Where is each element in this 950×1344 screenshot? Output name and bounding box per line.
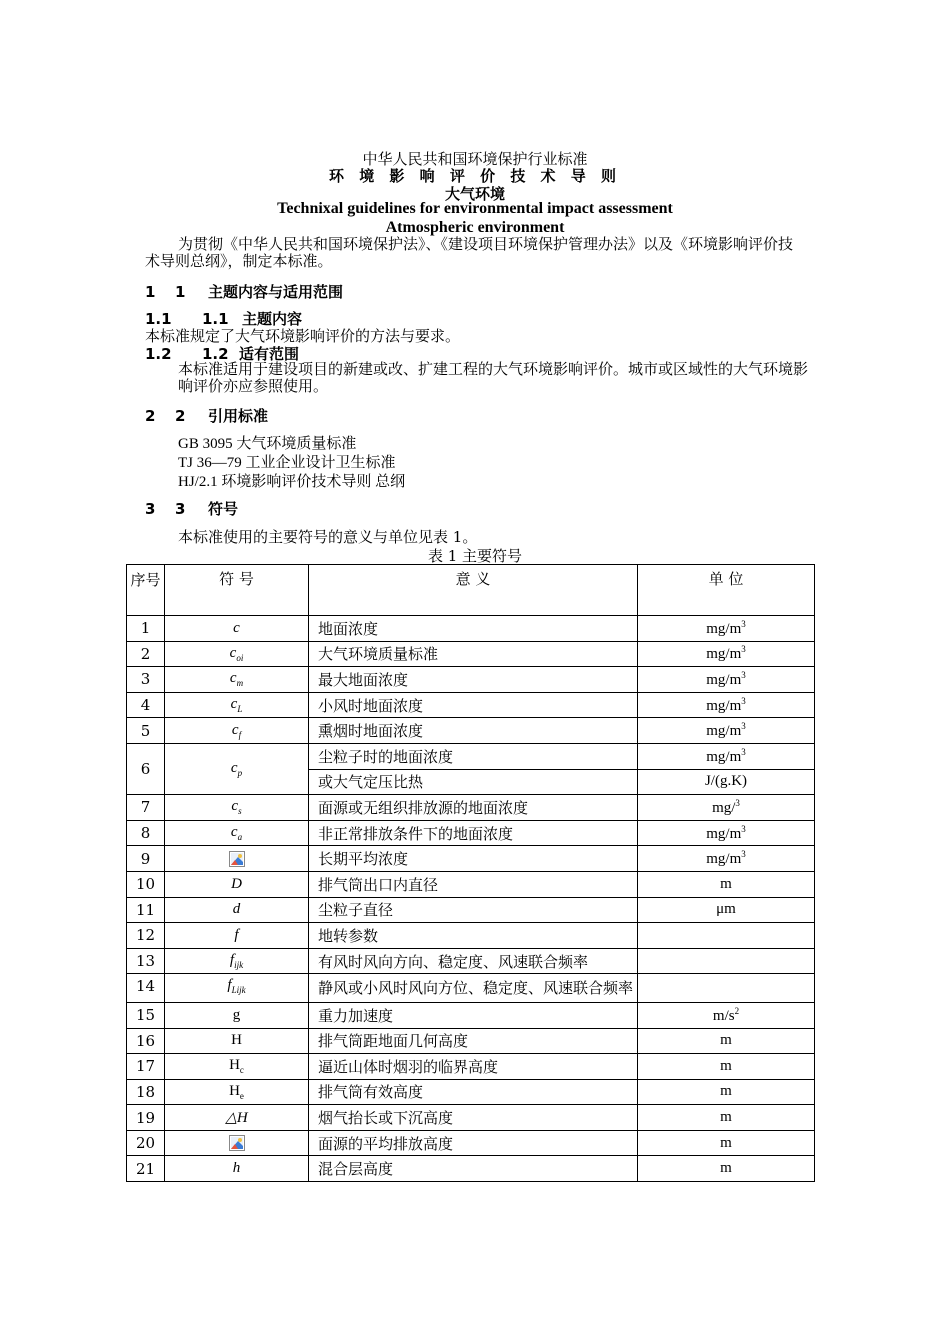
meaning-cell: 最大地面浓度 (309, 667, 638, 693)
english-subtitle: Atmospheric environment (385, 219, 565, 236)
symbol-text: c (229, 644, 237, 661)
symbol-subscript: m (236, 678, 244, 689)
section-number: 1 (175, 283, 186, 301)
unit-text: mg/m (706, 646, 742, 663)
symbol-subscript: p (237, 768, 243, 779)
row-number: 14 (127, 974, 165, 1003)
unit-superscript: 3 (741, 695, 746, 706)
table-row (127, 974, 815, 1003)
row-number: 9 (127, 846, 165, 872)
table-row (127, 871, 815, 897)
meaning-cell: 长期平均浓度 (309, 846, 638, 872)
section-number: 3 (145, 500, 156, 518)
symbol-text: c (233, 619, 240, 636)
unit-superscript: 3 (741, 669, 746, 680)
symbol-text: h (232, 1160, 241, 1177)
symbol-text: c (229, 670, 237, 687)
document-subtitle: 大气环境 (444, 185, 505, 203)
unit-cell (638, 1105, 815, 1131)
meaning-cell: 尘粒子直径 (309, 897, 638, 923)
unit-text: μm (716, 901, 736, 918)
unit-text: mg/ (712, 799, 736, 816)
document-title: 环 境 影 响 评 价 技 术 导 则 (328, 167, 621, 185)
unit-text: mg/m (706, 697, 742, 714)
header-unit (638, 565, 815, 616)
row-number: 18 (127, 1079, 165, 1105)
symbol-text: f (227, 977, 232, 994)
table-row (127, 1105, 815, 1131)
unit-text: m (720, 1134, 732, 1151)
symbol-cell (165, 795, 309, 821)
row-number: 13 (127, 948, 165, 974)
unit-cell (638, 1079, 815, 1105)
symbol-cell (165, 974, 309, 1003)
row-number: 1 (127, 616, 165, 642)
symbol-subscript: ijk (234, 960, 244, 971)
header-text: 意 义 (455, 570, 491, 588)
row-number: 12 (127, 923, 165, 949)
reference-item: TJ 36—79 工业企业设计卫生标准 (178, 455, 396, 471)
symbol-cell (165, 1002, 309, 1028)
meaning-cell: 排气筒出口内直径 (309, 871, 638, 897)
meaning-cell: 小风时地面浓度 (309, 692, 638, 718)
table-row (127, 897, 815, 923)
symbol-text: △H (225, 1110, 248, 1127)
table-row (127, 641, 815, 667)
unit-text: m (720, 1160, 732, 1177)
symbol-cell (165, 743, 309, 794)
symbol-cell (165, 692, 309, 718)
symbol-text: f (234, 926, 239, 943)
row-number: 21 (127, 1156, 165, 1182)
meaning-cell: 静风或小风时风向方位、稳定度、风速联合频率 (309, 974, 638, 1003)
table-row (127, 846, 815, 872)
unit-superscript: 3 (741, 746, 746, 757)
broken-image-icon (229, 850, 245, 866)
unit-text: m (720, 1057, 732, 1074)
row-number: 16 (127, 1028, 165, 1054)
symbol-text: H (229, 1082, 240, 1099)
unit-text: mg/m (706, 851, 742, 868)
reference-item: GB 3095 大气环境质量标准 (178, 436, 357, 452)
unit-cell (638, 1002, 815, 1028)
meaning-cell: 尘粒子时的地面浓度 (309, 743, 638, 769)
symbol-subscript: a (237, 832, 243, 843)
unit-cell (638, 948, 815, 974)
section-number: 1 (145, 283, 156, 301)
symbol-cell (165, 820, 309, 846)
meaning-cell: 排气筒有效高度 (309, 1079, 638, 1105)
table-header-row (127, 565, 815, 616)
symbol-text: D (231, 875, 242, 892)
unit-cell (638, 1130, 815, 1156)
row-number: 3 (127, 667, 165, 693)
unit-cell: J/(g.K) (638, 769, 815, 795)
row-number: 2 (127, 641, 165, 667)
unit-cell (638, 692, 815, 718)
section-number: 3 (175, 500, 186, 518)
symbol-cell (165, 1028, 309, 1054)
section-number: 1.2 (202, 345, 229, 363)
unit-text: m (720, 1083, 732, 1100)
symbol-cell (165, 871, 309, 897)
row-number: 10 (127, 871, 165, 897)
unit-cell (638, 923, 815, 949)
row-number: 15 (127, 1002, 165, 1028)
row-number: 4 (127, 692, 165, 718)
symbol-text: c (230, 824, 238, 841)
unit-text: mg/m (706, 723, 742, 740)
symbol-cell (165, 641, 309, 667)
row-number: 7 (127, 795, 165, 821)
table-row (127, 1028, 815, 1054)
section-number: 1.2 (145, 345, 172, 363)
section-2-heading (145, 405, 268, 426)
symbol-cell (165, 616, 309, 642)
unit-superscript: 3 (741, 618, 746, 629)
section-3-text: 本标准使用的主要符号的意义与单位见表 1。 (178, 528, 478, 546)
symbol-subscript: f (238, 729, 242, 740)
unit-text: m (720, 1032, 732, 1049)
section-number: 1.1 (202, 310, 229, 328)
unit-superscript: 3 (741, 823, 746, 834)
intro-paragraph: 为贯彻《中华人民共和国环境保护法》、《建设项目环境保护管理办法》以及《环境影响评价技术导则总纲》，制定本标准。 (145, 235, 794, 270)
unit-superscript: 2 (734, 1005, 740, 1016)
symbol-cell (165, 1130, 309, 1156)
table-row (127, 1054, 815, 1080)
section-number: 1.1 (145, 310, 172, 328)
header-text: 符 号 (219, 570, 254, 588)
section-1-heading (145, 281, 343, 302)
unit-cell (638, 795, 815, 821)
symbol-cell (165, 1054, 309, 1080)
meaning-cell: 烟气抬长或下沉高度 (309, 1105, 638, 1131)
symbol-text: c (231, 721, 239, 738)
section-title: 主题内容 (242, 310, 303, 328)
unit-cell (638, 820, 815, 846)
unit-text: mg/m (706, 620, 742, 637)
unit-cell (638, 718, 815, 744)
symbol-subscript: oi (236, 652, 244, 663)
table-row (127, 948, 815, 974)
meaning-cell: 面源的平均排放高度 (309, 1130, 638, 1156)
unit-superscript: 3 (741, 644, 746, 655)
unit-superscript: 3 (741, 721, 746, 732)
row-number: 11 (127, 897, 165, 923)
section-title: 主题内容与适用范围 (208, 283, 344, 301)
symbol-subscript: Lijk (231, 985, 246, 996)
broken-image-icon (229, 1135, 245, 1151)
table-body (127, 616, 815, 1182)
symbol-subscript: s (238, 806, 242, 817)
unit-text: mg/m (706, 671, 742, 688)
meaning-cell: 面源或无组织排放源的地面浓度 (309, 795, 638, 821)
unit-cell (638, 846, 815, 872)
row-number: 17 (127, 1054, 165, 1080)
meaning-cell: 或大气定压比热 (309, 769, 638, 795)
meaning-cell: 熏烟时地面浓度 (309, 718, 638, 744)
row-number: 20 (127, 1130, 165, 1156)
table-row (127, 923, 815, 949)
header-no (127, 565, 165, 616)
symbol-cell (165, 897, 309, 923)
symbol-cell (165, 1156, 309, 1182)
symbol-text: c (230, 696, 238, 713)
section-title: 符号 (208, 500, 239, 518)
meaning-cell: 地转参数 (309, 923, 638, 949)
section-3-heading (145, 498, 238, 519)
symbol-subscript: L (237, 704, 243, 715)
meaning-cell: 大气环境质量标准 (309, 641, 638, 667)
symbol-text: f (229, 952, 235, 969)
reference-item: HJ/2.1 环境影响评价技术导则 总纲 (178, 474, 406, 490)
symbol-text: g (232, 1006, 241, 1023)
row-number: 8 (127, 820, 165, 846)
meaning-cell: 地面浓度 (309, 616, 638, 642)
unit-cell (638, 897, 815, 923)
symbol-text: H (231, 1032, 242, 1049)
table-row (127, 1079, 815, 1105)
table-row (127, 743, 815, 769)
symbol-cell (165, 1105, 309, 1131)
header-text: 单 位 (708, 570, 744, 588)
symbol-subscript: c (239, 1065, 244, 1076)
section-title: 适有范围 (239, 345, 300, 363)
table-row (127, 718, 815, 744)
section-1-2-text: 本标准适用于建设项目的新建或改、扩建工程的大气环境影响评价。城市或区域性的大气环境影响评价亦应参照使用。 (178, 360, 809, 395)
symbol-text: c (231, 798, 239, 815)
row-number: 6 (127, 743, 165, 794)
table-row (127, 1156, 815, 1182)
meaning-cell: 重力加速度 (309, 1002, 638, 1028)
table-row (127, 1002, 815, 1028)
header-symbol (165, 565, 309, 616)
symbol-subscript: e (239, 1090, 244, 1101)
unit-cell (638, 974, 815, 1003)
symbol-cell (165, 846, 309, 872)
unit-superscript: 3 (741, 849, 746, 860)
unit-cell (638, 1156, 815, 1182)
table-row (127, 795, 815, 821)
unit-text: m (720, 875, 732, 892)
table-row (127, 1130, 815, 1156)
meaning-cell: 非正常排放条件下的地面浓度 (309, 820, 638, 846)
unit-cell (638, 1028, 815, 1054)
symbol-text: H (229, 1057, 240, 1074)
meaning-cell: 逼近山体时烟羽的临界高度 (309, 1054, 638, 1080)
section-number: 2 (145, 407, 156, 425)
unit-cell (638, 871, 815, 897)
unit-superscript: 3 (735, 797, 740, 808)
row-number: 19 (127, 1105, 165, 1131)
section-number: 2 (175, 407, 186, 425)
unit-cell (638, 667, 815, 693)
symbol-cell (165, 718, 309, 744)
standard-category: 中华人民共和国环境保护行业标准 (362, 150, 588, 168)
table-row (127, 820, 815, 846)
header-text: 序号 (130, 571, 161, 589)
meaning-cell: 有风时风向方向、稳定度、风速联合频率 (309, 948, 638, 974)
symbol-text: c (230, 760, 238, 777)
unit-text: mg/m (706, 825, 742, 842)
symbols-table (126, 564, 815, 1182)
unit-cell (638, 641, 815, 667)
unit-cell (638, 1054, 815, 1080)
meaning-cell: 混合层高度 (309, 1156, 638, 1182)
unit-cell (638, 616, 815, 642)
meaning-cell: 排气筒距地面几何高度 (309, 1028, 638, 1054)
table-row (127, 616, 815, 642)
section-1-1-text: 本标准规定了大气环境影响评价的方法与要求。 (145, 327, 461, 345)
english-title: Technixal guidelines for environmental impact assessment (277, 200, 673, 217)
header-meaning (309, 565, 638, 616)
symbol-cell (165, 667, 309, 693)
unit-text: m/s (712, 1007, 735, 1024)
unit-text: mg/m (706, 748, 742, 765)
table-row (127, 667, 815, 693)
section-title: 引用标准 (208, 407, 269, 425)
symbol-cell (165, 948, 309, 974)
symbol-cell (165, 923, 309, 949)
unit-cell (638, 743, 815, 769)
unit-text: m (720, 1109, 732, 1126)
symbol-text: d (232, 901, 241, 918)
row-number: 5 (127, 718, 165, 744)
table-row (127, 692, 815, 718)
table-caption: 表 1 主要符号 (427, 547, 523, 565)
symbol-cell (165, 1079, 309, 1105)
